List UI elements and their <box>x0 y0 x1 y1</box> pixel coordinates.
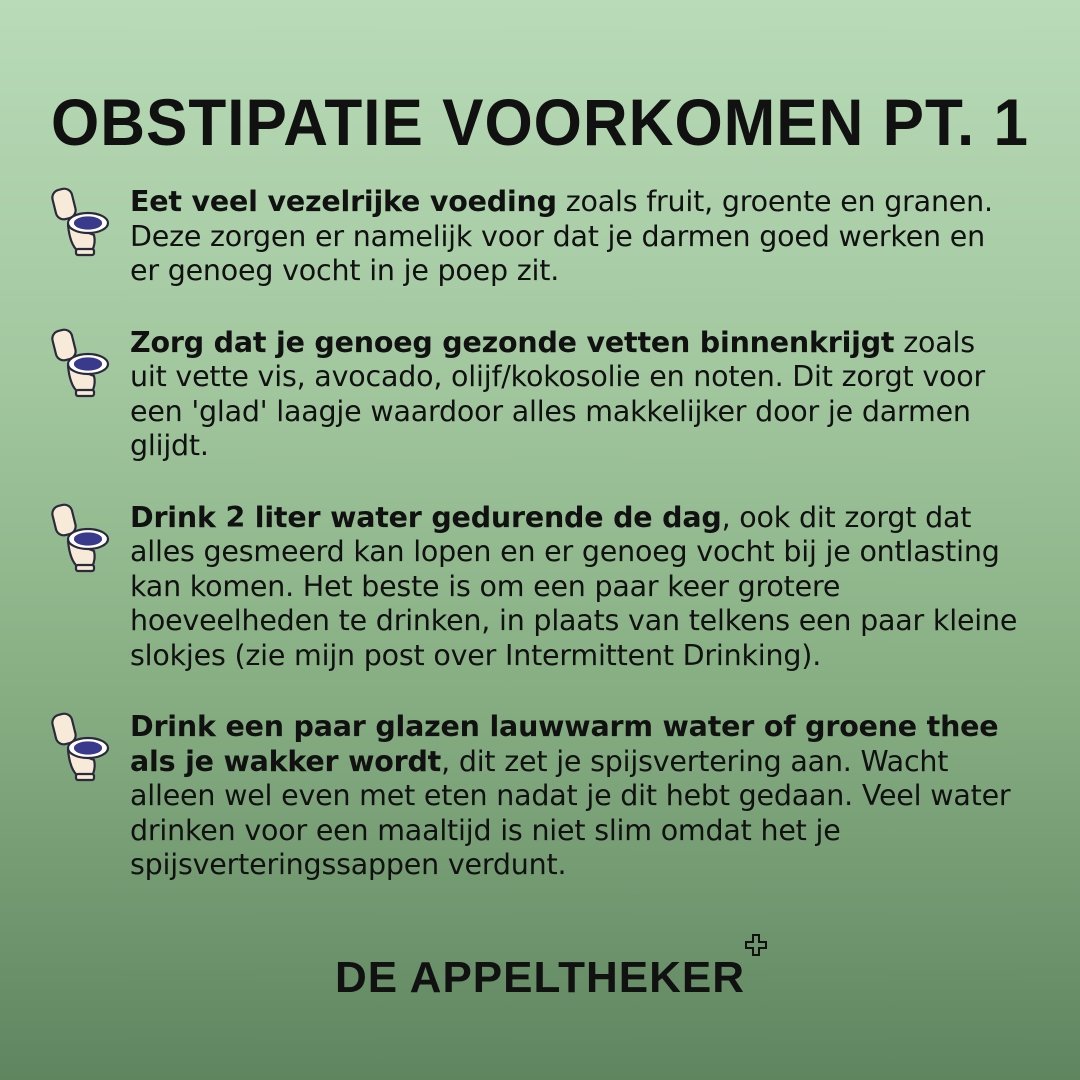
tip-text <box>130 710 1020 883</box>
tips-list <box>48 185 1058 883</box>
tip-body: zoals fruit, groente en granen. Deze zorgen er namelijk voor dat je darmen goed werken en er genoeg vocht in je poep zit. <box>130 185 993 287</box>
tip-text <box>130 501 1020 674</box>
tip-body: zoals uit vette vis, avocado, olijf/kokosolie en noten. Dit zorgt voor een 'glad' laagje waardoor alles makkelijker door je darmen glijdt. <box>130 325 985 462</box>
brand-logo <box>0 950 1080 1006</box>
toilet-icon <box>48 501 114 575</box>
tip-text <box>130 326 1020 464</box>
list-item <box>48 185 1058 289</box>
toilet-icon <box>48 185 114 259</box>
tip-heading: Eet veel vezelrijke voeding <box>130 185 557 218</box>
toilet-icon <box>48 326 114 400</box>
list-item <box>48 710 1058 883</box>
plus-icon <box>745 934 767 956</box>
tip-heading: Drink 2 liter water gedurende de dag <box>130 500 722 534</box>
list-item <box>48 326 1058 464</box>
brand-name: DE APPELTHEKER <box>334 953 746 1002</box>
tip-heading: Zorg dat je genoeg gezonde vetten binnenkrijgt <box>130 325 895 359</box>
tip-body: , ook dit zorgt dat alles gesmeerd kan lopen en er genoeg vocht bij je ontlasting kan komen. Het beste is om een paar keer grotere hoeveelheden te drinken, in plaats van telkens een paar kleine slokjes (zie mijn post over Intermittent Drinking). <box>130 500 1018 672</box>
list-item <box>48 501 1058 674</box>
tip-body: , dit zet je spijsvertering aan. Wacht alleen wel even met eten nadat je dit hebt gedaan. Veel water drinken voor een maaltijd is niet slim omdat het je spijsverteringssappen verdunt. <box>130 744 1011 881</box>
tip-text <box>130 185 1020 289</box>
page-title: OBSTIPATIE VOORKOMEN PT. 1 <box>51 86 1029 161</box>
tip-heading: Drink een paar glazen lauwwarm water of groene thee als je wakker wordt <box>130 710 999 778</box>
toilet-icon <box>48 710 114 784</box>
